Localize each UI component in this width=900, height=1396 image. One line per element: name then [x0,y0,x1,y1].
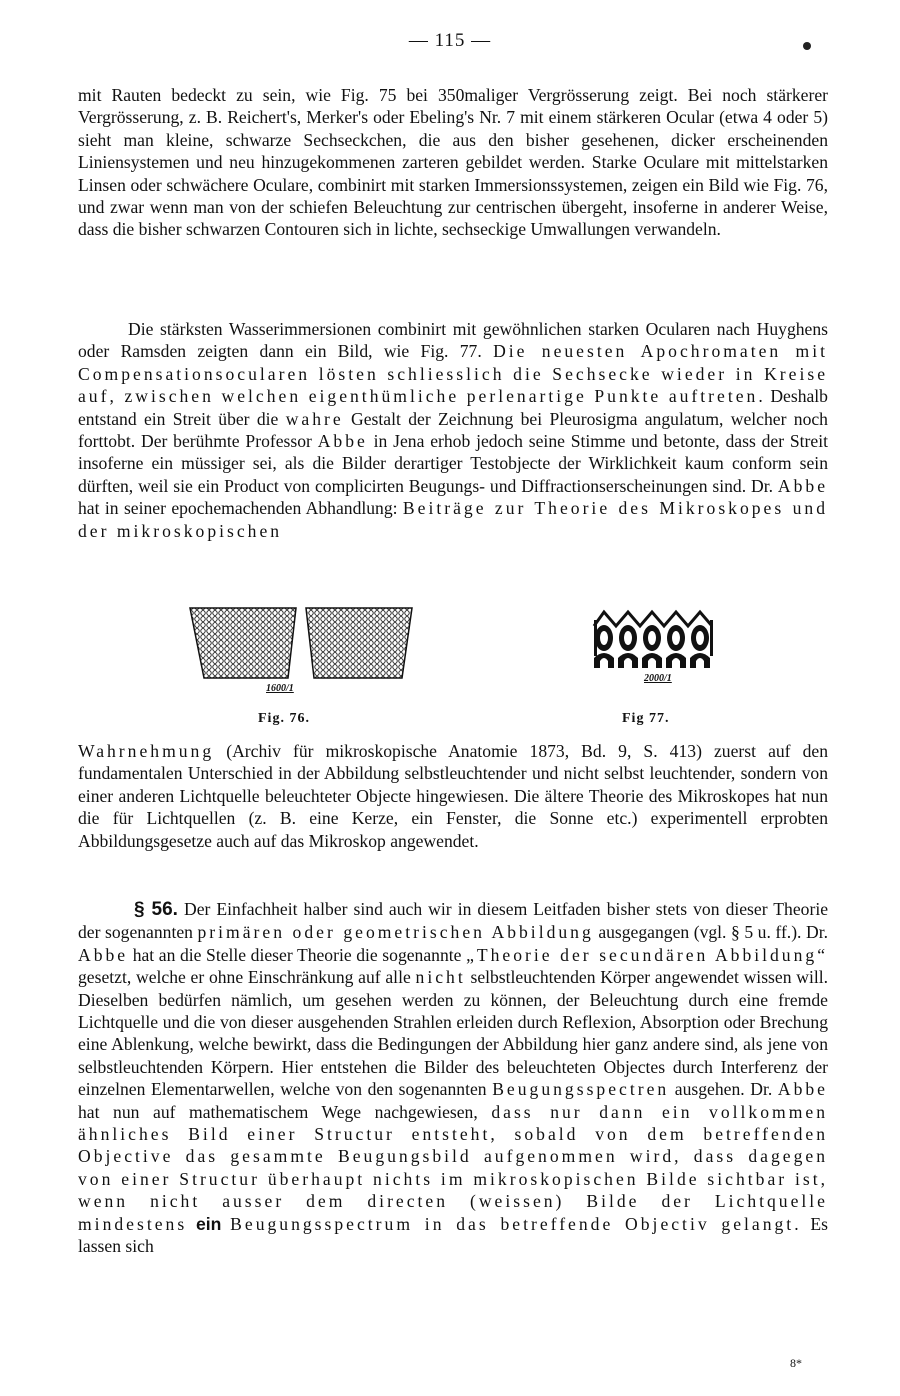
p2-text-b: Die neuesten Apochromaten mit Compensationsocularen lösten schliesslich die Sechsecke wieder in Kreise auf, zwischen welchen eigenthümliche perlenartige Punkte auftreten. [78,341,829,407]
paragraph-1: mit Rauten bedeckt zu sein, wie Fig. 75 bei 350maliger Vergrösserung zeigt. Bei noch stärkerer Vergrösserung, z. B. Reichert's, Merker's oder Ebeling's Nr. 7 mit einem stärkeren Ocular (etwa 4 oder 5) sieht man kleine, schwarze Sechseckchen, die aus den bisher gesehenen, dicker erscheinenden Liniensystemen und neu hinzugekommenen zarteren gebildet werden. Starke Oculare mit mittelstarken Linsen oder schwächere Oculare, combinirt mit starken Immersionssystemen, zeigen ein Bild wie Fig. 76, und zwar wenn man von der schiefen Beleuchtung zur centrischen übergeht, insoferne in anderer Weise, dass die bisher schwarzen Contouren sich in lichte, sechseckige Umwallungen verwandeln. [78,85,828,240]
p2-text-i: hat in seiner epochemachenden Abhandlung: [78,498,398,519]
p4-emph-ein: ein [195,1213,222,1234]
paragraph-3 [78,740,828,852]
p4-text-k: ausgehen. Dr. [674,1079,773,1100]
section-number: § 56. [134,899,178,920]
fig76-left-panel [190,608,296,678]
p2-text-g: in Jena erhob jedoch seine Stimme und betonte, dass der Streit insoferne ein müssiger sei, als die Bilder derartiger Testobjecte der Wirklichkeit kaum conform sein dürften, weil sie ein Product von complicirten Beugungs- und Diffractionserscheinungen sind. Dr. [78,431,828,496]
p3-text: (Archiv für mikroskopische Anatomie 1873, Bd. 9, S. 413) zuerst auf den fundamentalen Unterschied in der Abbildung selbstleuchtender und nicht selbst leuchtender, sondern von einer anderen Lichtquelle beleuchteter Objecte hingewiesen. Die ältere Theorie des Mikroskopes hat nun die für Lichtquellen (z. B. eine Kerze, ein Fenster, die Sonne etc.) experimentell erprobten Abbildungsgesetze auch auf das Mikroskop angewendet. [78,741,829,851]
p2-emph-wahre: wahre [285,408,344,429]
p4-emph-abbe-2: Abbe [777,1079,828,1100]
p2-text-e: Gestalt der Zeichnung bei Pleurosigma angulatum, welcher noch forttobt. Der berühmte Professor [78,408,828,452]
page-number: — 115 — [408,30,492,51]
p4-text-i: selbstleuchtenden Körper angewendet wissen will. Dieselben bedürfen nämlich, um gesehen werden zu können, der Beleuchtung durch eine fremde Lichtquelle und die von dieser ausgehenden Strahlen erleiden durch Reflexion, Absorption oder Brechung eine Ablenkung, welche bewirkt, dass die Bedingungen der Abbildung hier ganz andere sind, als jene von selbstleuchtenden Körpern. Hier entstehen die Bilder des beleuchteten Objectes durch Interferenz der einzelnen Elementarwellen, welche von den sogenannten [78,967,829,1100]
p4-text-a: Der Einfachheit halber sind auch wir in diesem Leitfaden bisher stets von dieser Theorie der sogenannten [78,899,829,943]
p4-emph-abbe-1: Abbe [78,944,129,965]
p4-text-m: hat nun auf mathematischem Wege nachgewiesen, [78,1101,478,1122]
p4-emph-result: dass nur dann ein vollkommen ähnliches Bild einer Structur entsteht, sobald von dem betreffenden Objective das gesammte Beugungsbild aufgenommen wird, dass dagegen von einer Structur überhaupt nichts im mikroskopischen Bilde sichtbar ist, wenn nicht ausser dem directen (weissen) Bilde der Lichtquelle mindestens [78,1101,828,1234]
p4-emph-spectrum: Beugungsspectrum in das betreffende Objectiv gelangt. [230,1213,802,1234]
paragraph-2 [78,318,828,542]
p4-emph-nicht: nicht [415,967,466,988]
p3-emph-wahrnehmung: Wahrnehmung [78,741,215,761]
p4-text-q: Es lassen sich [78,1213,828,1257]
p4-text-c: ausgegangen (vgl. § 5 u. ff.). Dr. [598,922,828,943]
p4-emph-theory: „Theorie der secundären Abbildung“ [466,944,829,965]
p2-text-c: Deshalb entstand ein Streit über die [78,386,828,429]
fig76-caption: Fig. 76. [258,711,310,726]
fig77-scale: 2000/1 [644,673,672,684]
p4-emph-beugungsspectren: Beugungsspectren [492,1079,670,1100]
ink-dot [803,42,811,50]
p4-text-g: gesetzt, welche er ohne Einschränkung auf alle [78,967,411,988]
fig76-right-panel [306,608,412,678]
signature-mark: 8* [790,1356,802,1370]
paragraph-4 [78,898,828,1258]
p4-text-e: hat an die Stelle dieser Theorie die sogenannte [132,944,462,965]
p2-emph-abbe-1: Abbe [317,431,368,452]
p2-emph-abbe-2: Abbe [777,475,828,496]
p2-emph-title: Beiträge zur Theorie des Mikroskopes und der mikroskopischen [78,498,828,541]
p2-text-a: Die stärksten Wasserimmersionen combinirt mit gewöhnlichen starken Ocularen nach Huyghens oder Ramsden zeigten dann ein Bild, wie Fig. 77. [78,319,828,362]
fig76-scale: 1600/1 [266,683,294,694]
p4-emph-primary: primären oder geometrischen Abbildung [197,922,594,943]
fig77-caption: Fig 77. [622,711,670,726]
